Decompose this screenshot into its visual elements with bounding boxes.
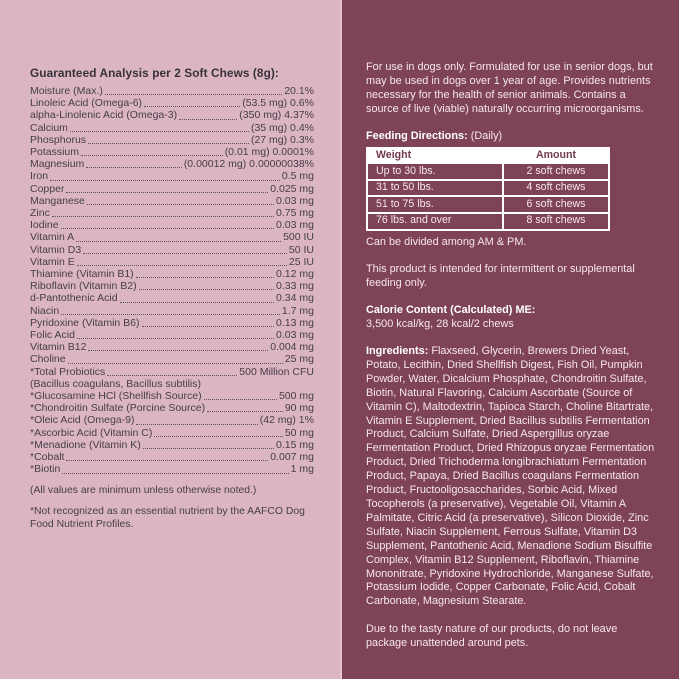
analysis-label: d-Pantothenic Acid bbox=[30, 292, 118, 305]
analysis-row bbox=[30, 341, 314, 353]
analysis-value: 50 IU bbox=[288, 243, 314, 256]
amount-cell: 2 soft chews bbox=[504, 164, 608, 179]
analysis-label: (Bacillus coagulans, Bacillus subtilis) bbox=[30, 377, 201, 390]
intermittent-feeding-note: This product is intended for intermittent or supplemental feeding only. bbox=[366, 263, 635, 290]
analysis-label: *Menadione (Vitamin K) bbox=[30, 438, 141, 451]
analysis-value: 0.03 mg bbox=[276, 219, 314, 232]
dot-leader bbox=[66, 192, 268, 193]
analysis-value: (35 mg) 0.4% bbox=[250, 121, 314, 134]
amount-cell: 8 soft chews bbox=[504, 214, 608, 229]
weight-cell: 31 to 50 lbs. bbox=[368, 181, 502, 196]
feeding-table-row bbox=[368, 181, 608, 196]
divided-dose-note: Can be divided among AM & PM. bbox=[366, 235, 527, 248]
analysis-label: *Chondroitin Sulfate (Porcine Source) bbox=[30, 402, 206, 415]
analysis-row bbox=[30, 85, 314, 97]
dot-leader bbox=[70, 131, 249, 132]
analysis-value: 0.15 mg bbox=[276, 438, 314, 451]
analysis-label: *Total Probiotics bbox=[30, 365, 106, 378]
analysis-label: Manganese bbox=[30, 194, 85, 207]
dot-leader bbox=[77, 265, 287, 266]
analysis-row bbox=[30, 292, 314, 304]
dot-leader bbox=[62, 473, 288, 474]
analysis-row bbox=[30, 390, 314, 402]
analysis-label: Folic Acid bbox=[30, 329, 75, 342]
analysis-row bbox=[30, 146, 314, 158]
dot-leader bbox=[120, 302, 274, 303]
dot-leader bbox=[77, 338, 274, 339]
analysis-row bbox=[30, 353, 314, 365]
analysis-row bbox=[30, 268, 314, 280]
analysis-row bbox=[30, 207, 314, 219]
dot-leader bbox=[87, 204, 274, 205]
analysis-value: 0.007 mg bbox=[270, 451, 314, 464]
analysis-row bbox=[30, 97, 314, 109]
amount-cell: 4 soft chews bbox=[504, 181, 608, 196]
feeding-table-header-row bbox=[368, 149, 608, 163]
feeding-table-row bbox=[368, 197, 608, 212]
analysis-value: 0.004 mg bbox=[270, 341, 314, 354]
analysis-row bbox=[30, 329, 314, 341]
analysis-label: Magnesium bbox=[30, 158, 85, 171]
directions-panel bbox=[340, 0, 679, 679]
calorie-content-heading bbox=[366, 304, 658, 318]
analysis-row bbox=[30, 305, 314, 317]
analysis-value: 0.34 mg bbox=[276, 292, 314, 305]
analysis-value: 0.03 mg bbox=[276, 329, 314, 342]
analysis-label: Vitamin A bbox=[30, 231, 75, 244]
analysis-label: Copper bbox=[30, 182, 65, 195]
analysis-value: 0.75 mg bbox=[276, 207, 314, 220]
ingredients-text: Flaxseed, Glycerin, Brewers Dried Yeast, Potato, Lecithin, Dried Shellfish Digest, Fish Oil, Pumpkin Powder, Water, Dicalcium Phosphate, Chondroitin Sulfate, Biotin, Natural Flavoring, Calcium Ascorbate (Source of Vitamin C), Maltodextrin, Tapioca Starch, Choline Bitartrate, Vitamin E Supplement, Dried Bacillus subtilis Fermentation Product, Calcium Sulfate, Dried Aspergillus oryzae Fermentation Product, Dried Rhizopus oryzae Fermentation Product, Dried Trichoderma longibrachiatum Fermentation Product, Papaya, Dried Bacillus coagulans Fermentation Product, Fructooligosaccharides, Sorbic Acid, Mixed Tocopherols (a preservative), Vegetable Oil, Vitamin A Palmitate, Citric Acid (a preservative), Silicon Dioxide, Zinc Sulfate, Niacin Supplement, Ferrous Sulfate, Vitamin D3 Supplement, Pantothenic Acid, Menadione Sodium Bisulfite Complex, Vitamin B12 Supplement, Riboflavin, Thiamine Mononitrate, Pyridoxine Hydrochloride, Manganese Sulfate, Potassium Iodide, Copper Carbonate, Folic Acid, Cobalt Carbonate, Magnesium Stearate. bbox=[366, 345, 655, 608]
dot-leader bbox=[68, 363, 283, 364]
feeding-table-header-weight: Weight bbox=[368, 149, 502, 163]
dot-leader bbox=[50, 180, 280, 181]
dot-leader bbox=[139, 289, 274, 290]
analysis-label: Choline bbox=[30, 353, 66, 366]
analysis-label: *Biotin bbox=[30, 463, 61, 476]
dot-leader bbox=[154, 436, 282, 437]
analysis-label: Pyridoxine (Vitamin B6) bbox=[30, 316, 140, 329]
analysis-value: 0.13 mg bbox=[276, 316, 314, 329]
analysis-label: Potassium bbox=[30, 146, 80, 159]
analysis-row bbox=[30, 158, 314, 170]
guaranteed-analysis-heading: Guaranteed Analysis per 2 Soft Chews (8g): bbox=[30, 66, 279, 80]
analysis-label: alpha-Linolenic Acid (Omega-3) bbox=[30, 109, 178, 122]
analysis-row bbox=[30, 463, 314, 475]
feeding-directions-label: Feeding Directions: bbox=[366, 129, 468, 142]
analysis-label: Niacin bbox=[30, 304, 60, 317]
analysis-value: 0.025 mg bbox=[270, 182, 314, 195]
analysis-row bbox=[30, 414, 314, 426]
feeding-table-row bbox=[368, 214, 608, 229]
feeding-table-row bbox=[368, 164, 608, 179]
analysis-row bbox=[30, 122, 314, 134]
weight-cell: 51 to 75 lbs. bbox=[368, 197, 502, 212]
analysis-value: (27 mg) 0.3% bbox=[250, 133, 314, 146]
analysis-value: 1.7 mg bbox=[281, 304, 314, 317]
dot-leader bbox=[179, 119, 237, 120]
analysis-row bbox=[30, 231, 314, 243]
analysis-value: (53.5 mg) 0.6% bbox=[242, 97, 314, 110]
analysis-row bbox=[30, 183, 314, 195]
dot-leader bbox=[107, 375, 237, 376]
analysis-row bbox=[30, 317, 314, 329]
feeding-frequency-label: (Daily) bbox=[467, 129, 503, 142]
analysis-row bbox=[30, 134, 314, 146]
analysis-value: 0.03 mg bbox=[276, 194, 314, 207]
dot-leader bbox=[144, 106, 240, 107]
dot-leader bbox=[66, 460, 268, 461]
analysis-row bbox=[30, 378, 314, 390]
analysis-row bbox=[30, 244, 314, 256]
dot-leader bbox=[142, 326, 275, 327]
analysis-row bbox=[30, 109, 314, 121]
usage-paragraph: For use in dogs only. Formulated for use in senior dogs, but may be used in dogs over 1 year of age. Provides nutrients necessary for the health of senior animals. Contains a source of live (viable) naturally occurring microorganisms. bbox=[366, 61, 653, 115]
analysis-value: 25 IU bbox=[288, 255, 314, 268]
dot-leader bbox=[207, 411, 283, 412]
analysis-row bbox=[30, 451, 314, 463]
analysis-label: *Oleic Acid (Omega-9) bbox=[30, 414, 135, 427]
analysis-value: 25 mg bbox=[284, 353, 314, 366]
aafco-footnote: *Not recognized as an essential nutrient by the AAFCO Dog Food Nutrient Profiles. bbox=[30, 506, 305, 530]
weight-cell: Up to 30 lbs. bbox=[368, 164, 502, 179]
analysis-value: 0.12 mg bbox=[276, 268, 314, 281]
analysis-value: 0.5 mg bbox=[281, 170, 314, 183]
analysis-value: 0.33 mg bbox=[276, 280, 314, 293]
analysis-label: Iodine bbox=[30, 219, 59, 232]
dot-leader bbox=[83, 253, 287, 254]
dot-leader bbox=[88, 143, 249, 144]
dot-leader bbox=[61, 228, 274, 229]
dot-leader bbox=[105, 94, 282, 95]
analysis-label: Calcium bbox=[30, 121, 68, 134]
dot-leader bbox=[86, 167, 182, 168]
feeding-directions-heading bbox=[366, 130, 658, 144]
dot-leader bbox=[143, 448, 274, 449]
analysis-row bbox=[30, 402, 314, 414]
analysis-value: 500 IU bbox=[283, 231, 314, 244]
analysis-row bbox=[30, 219, 314, 231]
analysis-row bbox=[30, 170, 314, 182]
feeding-table-header-amount: Amount bbox=[504, 149, 608, 163]
analysis-label: Thiamine (Vitamin B1) bbox=[30, 268, 134, 281]
analysis-value: (0.01 mg) 0.0001% bbox=[224, 146, 314, 159]
analysis-value: 50 mg bbox=[284, 426, 314, 439]
analysis-row bbox=[30, 256, 314, 268]
analysis-value: 20.1% bbox=[284, 85, 314, 97]
analysis-row bbox=[30, 427, 314, 439]
analysis-label: Riboflavin (Vitamin B2) bbox=[30, 280, 137, 293]
analysis-value: (42 mg) 1% bbox=[259, 414, 314, 427]
analysis-row bbox=[30, 439, 314, 451]
ingredients-paragraph bbox=[366, 345, 658, 609]
dot-leader bbox=[81, 155, 223, 156]
analysis-label: Moisture (Max.) bbox=[30, 85, 103, 97]
analysis-label: Vitamin B12 bbox=[30, 341, 87, 354]
analysis-list bbox=[30, 85, 314, 476]
analysis-label: Linoleic Acid (Omega-6) bbox=[30, 97, 143, 110]
analysis-row bbox=[30, 366, 314, 378]
amount-cell: 6 soft chews bbox=[504, 197, 608, 212]
dot-leader bbox=[136, 277, 274, 278]
analysis-value: 1 mg bbox=[290, 463, 314, 476]
ingredients-label: Ingredients: bbox=[366, 345, 429, 358]
analysis-value: 90 mg bbox=[284, 402, 314, 415]
analysis-label: Phosphorus bbox=[30, 133, 87, 146]
analysis-label: Vitamin D3 bbox=[30, 243, 82, 256]
calorie-content-value: 3,500 kcal/kg, 28 kcal/2 chews bbox=[366, 318, 514, 331]
dot-leader bbox=[52, 216, 274, 217]
analysis-label: Zinc bbox=[30, 207, 50, 220]
dot-leader bbox=[204, 399, 277, 400]
calorie-content-label: Calorie Content (Calculated) ME: bbox=[366, 304, 536, 317]
dot-leader bbox=[136, 424, 257, 425]
analysis-label: *Glucosamine HCl (Shellfish Source) bbox=[30, 390, 202, 403]
analysis-label: Iron bbox=[30, 170, 49, 183]
analysis-value: 500 Million CFU bbox=[239, 365, 314, 378]
analysis-value: 500 mg bbox=[278, 390, 314, 403]
analysis-row bbox=[30, 280, 314, 292]
analysis-label: *Ascorbic Acid (Vitamin C) bbox=[30, 426, 153, 439]
analysis-label: *Cobalt bbox=[30, 451, 65, 464]
dot-leader bbox=[88, 350, 268, 351]
package-warning-note: Due to the tasty nature of our products, do not leave package unattended around pets. bbox=[366, 623, 618, 650]
analysis-value: (0.00012 mg) 0.00000038% bbox=[183, 158, 314, 171]
feeding-table-body bbox=[368, 164, 608, 228]
analysis-label: Vitamin E bbox=[30, 255, 75, 268]
minimum-values-note: (All values are minimum unless otherwise noted.) bbox=[30, 484, 257, 496]
feeding-table bbox=[366, 147, 610, 231]
analysis-row bbox=[30, 195, 314, 207]
weight-cell: 76 lbs. and over bbox=[368, 214, 502, 229]
analysis-value: (350 mg) 4.37% bbox=[239, 109, 314, 122]
dot-leader bbox=[61, 314, 280, 315]
dot-leader bbox=[76, 241, 281, 242]
